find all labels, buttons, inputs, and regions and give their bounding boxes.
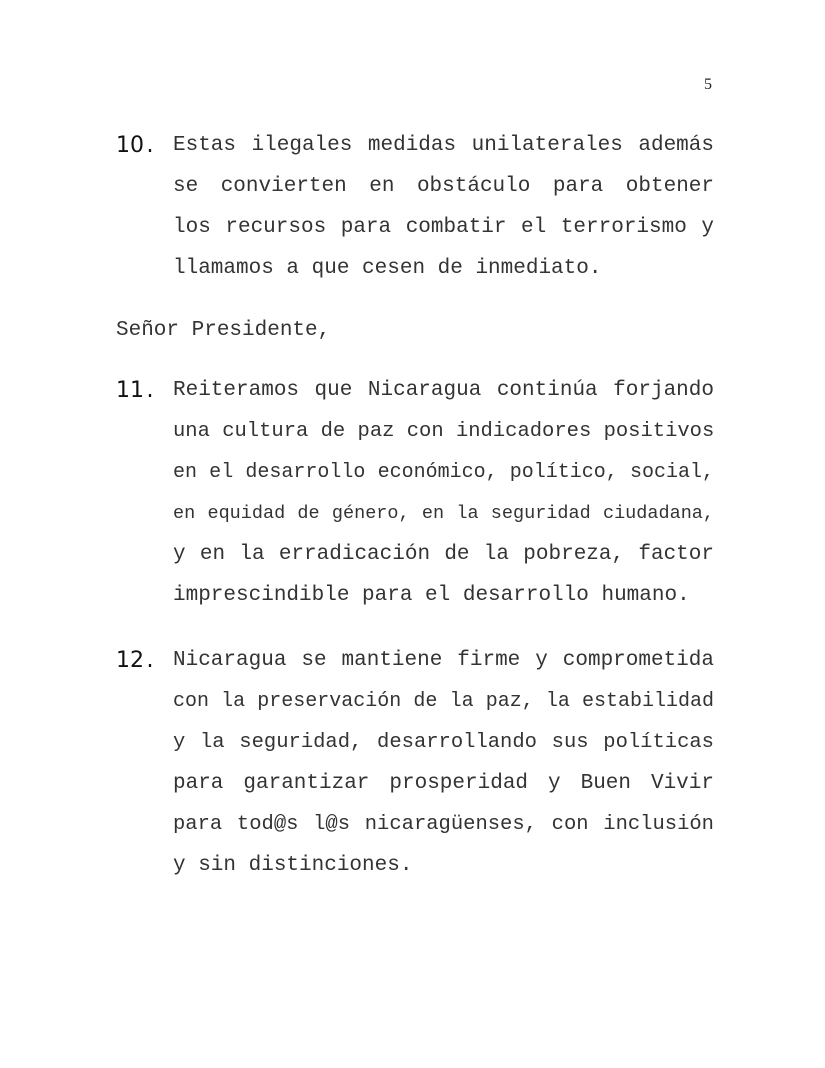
text-line: Estas ilegales medidas unilaterales además bbox=[173, 134, 714, 157]
paragraph-number: 11. bbox=[116, 378, 157, 404]
text-line: y sin distinciones. bbox=[173, 854, 413, 877]
text-line: para garantizar prosperidad y Buen Vivir bbox=[173, 772, 714, 795]
paragraph-text bbox=[173, 640, 714, 886]
paragraph-number: 12. bbox=[116, 648, 157, 674]
text-line: una cultura de paz con indicadores positivos bbox=[173, 420, 715, 443]
text-line: en el desarrollo económico, político, social, bbox=[173, 461, 714, 484]
text-line: y la seguridad, desarrollando sus políticas bbox=[173, 731, 714, 754]
text-line: en equidad de género, en la seguridad ciudadana, bbox=[173, 503, 714, 524]
page-number: 5 bbox=[704, 76, 712, 93]
text-line: imprescindible para el desarrollo humano. bbox=[173, 584, 690, 607]
text-line: y en la erradicación de la pobreza, factor bbox=[173, 543, 714, 566]
salutation: Señor Presidente, bbox=[116, 319, 331, 342]
text-line: con la preservación de la paz, la estabilidad bbox=[173, 690, 714, 713]
text-line: para tod@s l@s nicaragüenses, con inclusión bbox=[173, 813, 714, 836]
text-line: llamamos a que cesen de inmediato. bbox=[173, 257, 602, 280]
text-line: se convierten en obstáculo para obtener bbox=[173, 175, 714, 198]
text-line: los recursos para combatir el terrorismo y bbox=[173, 216, 714, 239]
paragraph-text bbox=[173, 370, 714, 616]
paragraph-text bbox=[173, 125, 714, 289]
text-line: Nicaragua se mantiene firme y comprometida bbox=[173, 649, 714, 672]
paragraph-number: 10. bbox=[116, 133, 157, 159]
text-line: Reiteramos que Nicaragua continúa forjando bbox=[173, 379, 714, 402]
